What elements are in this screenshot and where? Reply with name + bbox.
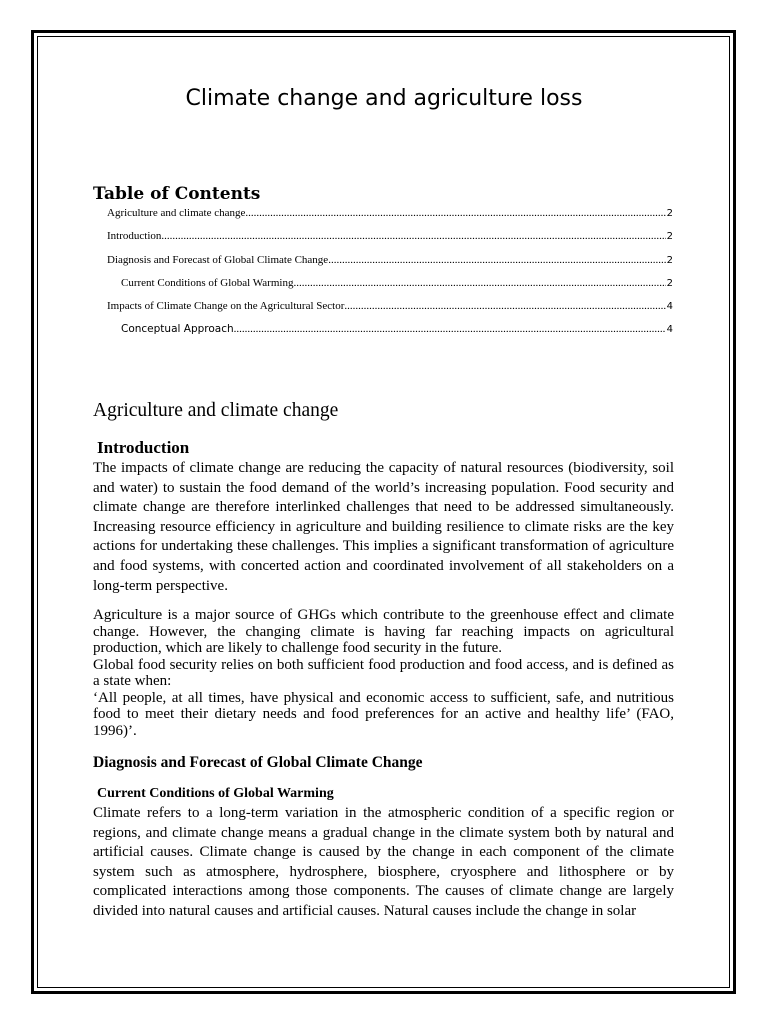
toc-entry-page: 4 (666, 324, 673, 335)
agriculture-paragraph (93, 607, 674, 739)
toc-leader (161, 230, 665, 242)
toc-entry-label: Impacts of Climate Change on the Agricultural Sector (107, 300, 345, 312)
toc-entry[interactable] (107, 254, 673, 266)
toc-entry-page: 2 (666, 278, 673, 289)
intro-heading: Introduction (97, 438, 190, 457)
toc-entry-label: Diagnosis and Forecast of Global Climate Change (107, 254, 329, 266)
toc-entry-page: 4 (666, 301, 673, 312)
toc-entry[interactable] (107, 207, 673, 219)
toc-entry[interactable] (121, 323, 673, 335)
toc-heading: Table of Contents (93, 184, 261, 204)
section-heading: Diagnosis and Forecast of Global Climate Change (93, 754, 423, 771)
toc-leader (234, 323, 666, 335)
toc-entry-label: Introduction (107, 230, 162, 242)
intro-paragraph: The impacts of climate change are reducing the capacity of natural resources (biodiversity, soil and water) to sustain the food demand of the world’s increasing population. Food security and climate change are therefore interlinked challenges that need to be addressed simultaneously. Increasing resource efficiency in agriculture and building resilience to climate risks are the key actions for undertaking these challenges. This implies a significant transformation of agriculture and food systems, with concerted action and coordinated involvement of all stakeholders on a long-term perspective. (93, 460, 674, 594)
toc-entry-page: 2 (666, 231, 673, 242)
toc-entry-label: Conceptual Approach (121, 323, 234, 335)
toc-leader (328, 254, 665, 266)
paragraph-line: ‘All people, at all times, have physical and economic access to sufficient, safe, and nutritious food to meet their dietary needs and food preferences for an active and healthy life’ (FAO, 1996)’. (93, 689, 674, 739)
toc-leader (245, 207, 665, 219)
toc-entry[interactable] (107, 230, 673, 242)
toc-entry-label: Current Conditions of Global Warming (121, 277, 294, 289)
toc-entry[interactable] (121, 277, 673, 289)
toc-entry-page: 2 (666, 255, 673, 266)
toc-entry[interactable] (107, 300, 673, 312)
warming-paragraph: Climate refers to a long-term variation in the atmospheric condition of a specific region or regions, and climate change means a gradual change in the climate system both by natural and artificial causes. Climate change is caused by the change in each component of the climate system such as atmosphere, hydrosphere, biosphere, cryosphere and lithosphere or by complicated interactions among those components. The causes of climate change are largely divided into natural causes and artificial causes. Natural causes include the change in solar (93, 805, 674, 919)
section-heading: Agriculture and climate change (93, 400, 339, 421)
paragraph-line: Agriculture is a major source of GHGs which contribute to the greenhouse effect and climate change. However, the changing climate is having far reaching impacts on agricultural production, which are likely to challenge food security in the future. (93, 607, 674, 656)
toc-entry-label: Agriculture and climate change (107, 207, 246, 219)
toc-leader (344, 300, 665, 312)
subsection-heading: Current Conditions of Global Warming (97, 786, 334, 801)
toc-leader (293, 277, 665, 289)
toc-entry-page: 2 (666, 208, 673, 219)
document-title: Climate change and agriculture loss (185, 86, 583, 111)
paragraph-line: Global food security relies on both sufficient food production and food access, and is defined as a state when: (93, 656, 674, 689)
